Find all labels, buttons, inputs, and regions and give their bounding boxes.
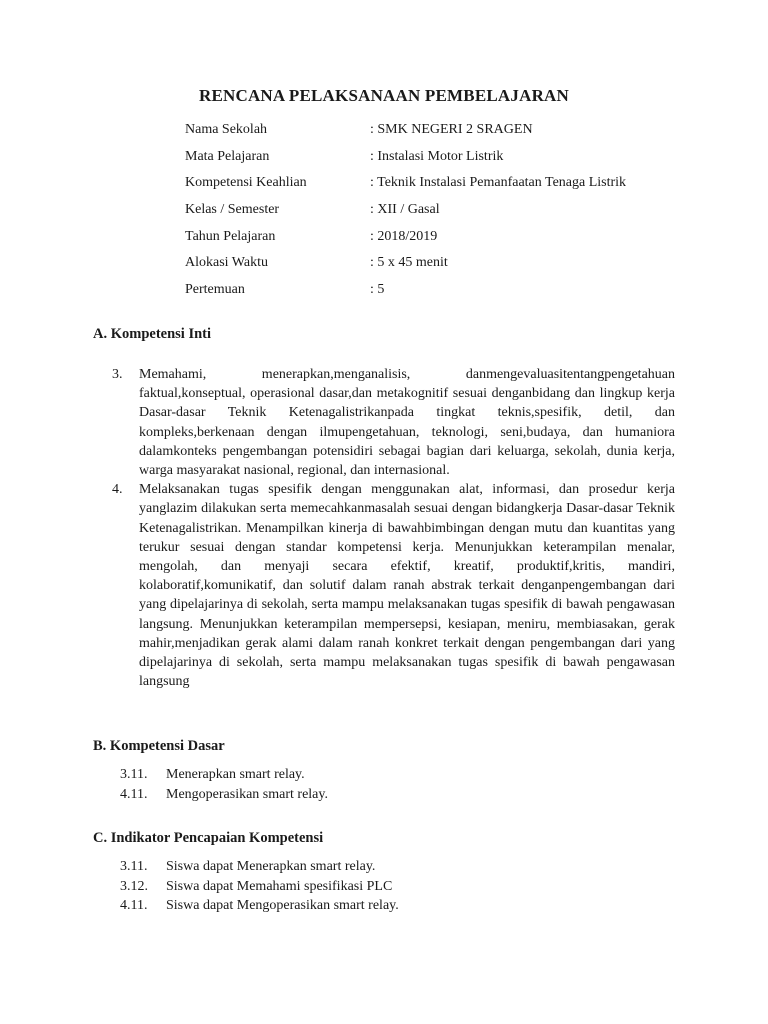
list-item-number: 3.: [112, 367, 123, 382]
info-label: Kompetensi Keahlian: [185, 175, 307, 191]
info-row-time-allocation: [185, 253, 626, 280]
info-value: : 5 x 45 menit: [370, 255, 448, 271]
list-item: [112, 480, 675, 691]
info-label: Kelas / Semester: [185, 202, 280, 218]
list-item: [112, 365, 675, 480]
list-item-text: Mengoperasikan smart relay.: [166, 786, 328, 802]
list-item-text: Siswa dapat Mengoperasikan smart relay.: [166, 898, 399, 913]
info-label: Nama Sekolah: [185, 122, 268, 137]
info-value: : SMK NEGERI 2 SRAGEN: [370, 122, 533, 137]
info-value: : 5: [370, 282, 385, 298]
list-item-text: Siswa dapat Memahami spesifikasi PLC: [166, 878, 393, 894]
list-item-text: Siswa dapat Menerapkan smart relay.: [166, 859, 376, 874]
core-competency-list: [112, 365, 675, 691]
list-item: [120, 877, 399, 897]
section-heading-b: B. Kompetensi Dasar: [93, 738, 225, 754]
list-item-number: 3.11.: [120, 859, 148, 874]
list-item-number: 3.11.: [120, 767, 148, 782]
list-item-text: Menerapkan smart relay.: [166, 767, 305, 782]
info-value: : Instalasi Motor Listrik: [370, 148, 504, 164]
basic-competency-list: [120, 765, 328, 804]
section-heading-c: C. Indikator Pencapaian Kompetensi: [93, 830, 324, 846]
list-item: [120, 785, 328, 805]
indicator-list: [120, 857, 399, 916]
info-label: Tahun Pelajaran: [185, 228, 276, 244]
list-item-number: 4.11.: [120, 786, 148, 802]
document-title: RENCANA PELAKSANAAN PEMBELAJARAN: [198, 86, 570, 105]
info-label: Mata Pelajaran: [185, 148, 270, 164]
list-item-number: 4.: [112, 482, 123, 498]
info-row-expertise: [185, 173, 626, 200]
info-row-school: [185, 120, 626, 147]
info-value: : XII / Gasal: [370, 202, 440, 218]
list-item: [120, 857, 399, 877]
info-value: : 2018/2019: [370, 228, 438, 244]
info-row-academic-year: [185, 227, 626, 254]
list-item: [120, 765, 328, 785]
list-item-number: 4.11.: [120, 898, 148, 913]
list-item-number: 3.12.: [120, 878, 148, 894]
list-item-text: Melaksanakan tugas spesifik dengan menggunakan alat, informasi, dan prosedur kerja yanglazim dilakukan serta memecahkanmasalah sesuai dengan bidangkerja Dasar-dasar Teknik Ketenagalistrikan. Menampilkan kinerja di bawahbimbingan dengan mutu dan kuantitas yang terukur sesuai dengan standar kompetensi kerja. Menunjukkan keterampilan menalar, mengolah, dan menyaji secara efektif, kreatif, produktif,kritis, mandiri, kolaboratif,komunikatif, dan solutif dalam ranah abstrak terkait denganpengembangan dari yang dipelajarinya di sekolah, serta mampu melaksanakan tugas spesifik di bawah pengawasan langsung. Menunjukkan keterampilan mempersepsi, kesiapan, meniru, membiasakan, gerak mahir,menjadikan gerak alami dalam ranah konkret terkait dengan pengembangan dari yang dipelajarinya di sekolah, serta mampu melaksanakan tugas spesifik di bawah pengawasan langsung: [139, 482, 675, 690]
section-heading-a: A. Kompetensi Inti: [93, 326, 212, 342]
info-row-subject: [185, 147, 626, 174]
info-value: : Teknik Instalasi Pemanfaatan Tenaga Listrik: [370, 175, 627, 191]
info-row-meeting: [185, 280, 626, 307]
info-row-class-semester: [185, 200, 626, 227]
info-label: Pertemuan: [185, 282, 245, 298]
info-table: [185, 120, 626, 307]
list-item: [120, 896, 399, 916]
info-label: Alokasi Waktu: [185, 255, 268, 271]
list-item-text: Memahami, menerapkan,menganalisis, danmengevaluasitentangpengetahuan faktual,konseptual, operasional dasar,dan metakognitif sesuai denganbidang dan lingkup kerja Dasar-dasar Teknik Ketenagalistrikanpada tingkat teknis,spesifik, detil, dan kompleks,berkenaan dengan ilmupengetahuan, teknologi, seni,budaya, dan humaniora dalamkonteks pengembangan potensidiri sebagai bagian dari keluarga, sekolah, dunia kerja, warga masyarakat nasional, regional, dan internasional.: [139, 367, 675, 479]
